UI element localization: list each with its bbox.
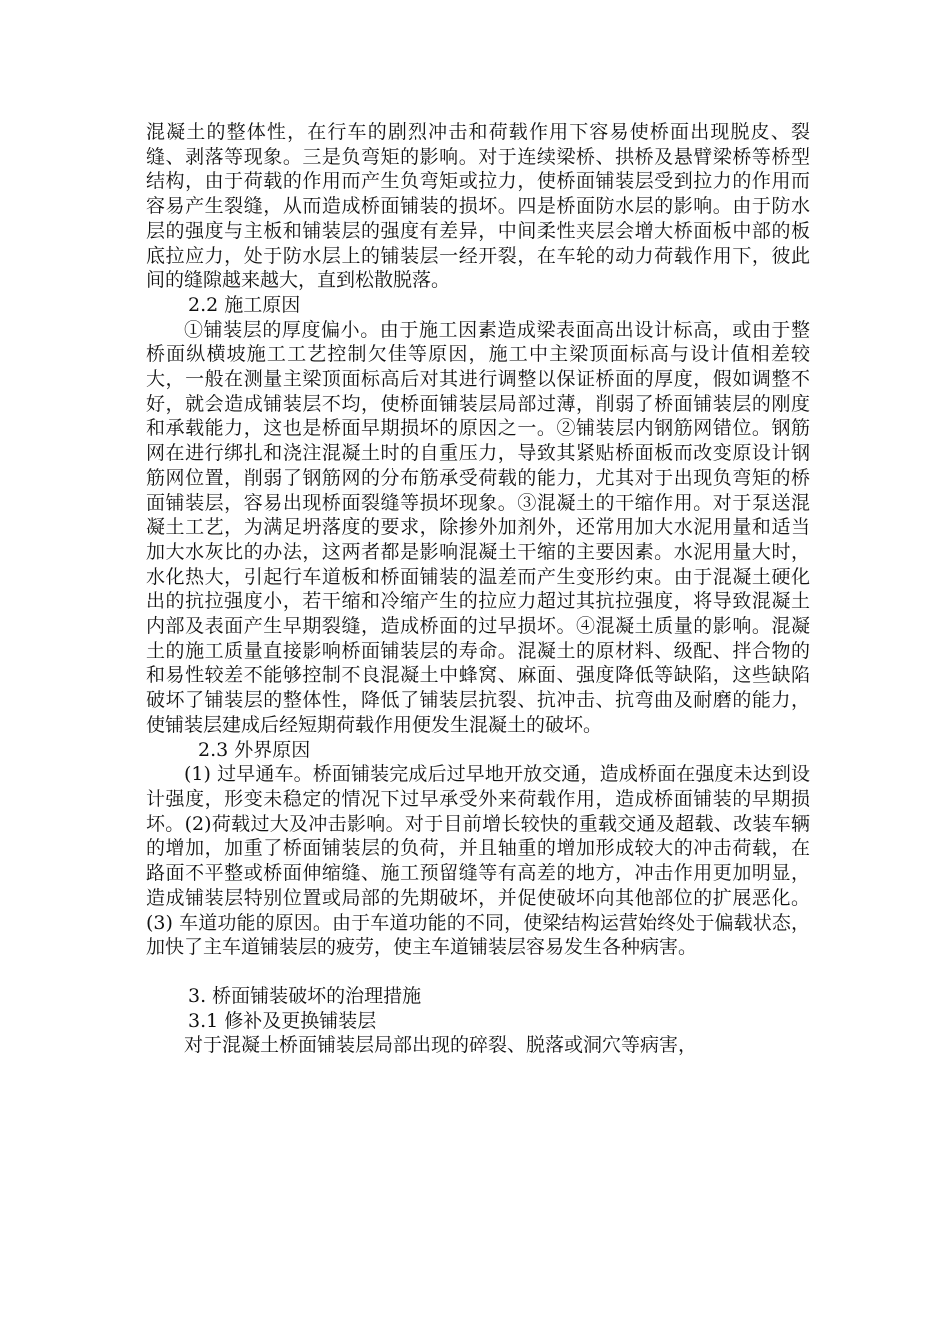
heading-2-2-construction-causes: 2.2 施工原因 xyxy=(188,293,301,316)
paragraph-causes-continued: 混凝土的整体性，在行车的剧烈冲击和荷载作用下容易使桥面出现脱皮、裂缝、剥落等现象。三是负弯矩的影响。对于连续梁桥、拱桥及悬臂梁桥等桥型结构，由于荷载的作用而产生负弯矩或拉力，使桥面铺装层受到拉力的作用而容易产生裂缝，从而造成桥面铺装的损坏。四是桥面防水层的影响。由于防水层的强度与主板和铺装层的强度有差异，中间柔性夹层会增大桥面板中部的板底拉应力，处于防水层上的铺装层一经开裂，在车轮的动力荷载作用下，彼此间的缝隙越来越大，直到松散脱落。 xyxy=(146,121,810,292)
paragraph-external-causes: (1) 过早通车。桥面铺装完成后过早地开放交通，造成桥面在强度未达到设计强度，形变未稳定的情况下过早承受外来荷载作用，造成桥面铺装的早期损坏。(2)荷载过大及冲击影响。对于目前增长较快的重载交通及超载、改装车辆的增加，加重了桥面铺装层的负荷，并且轴重的增加形成较大的冲击荷载，在路面不平整或桥面伸缩缝、施工预留缝等有高差的地方，冲击作用更加明显，造成铺装层特别位置或局部的先期破坏，并促使破坏向其他部位的扩展恶化。(3) 车道功能的原因。由于车道功能的不同，使梁结构运营始终处于偏载状态，加快了主车道铺装层的疲劳，使主车道铺装层容易发生各种病害。 xyxy=(146,763,810,959)
heading-3-treatment-measures: 3. 桥面铺装破坏的治理措施 xyxy=(188,984,422,1007)
heading-2-3-external-causes: 2.3 外界原因 xyxy=(198,738,311,761)
document-page xyxy=(146,120,810,1058)
section-gap xyxy=(146,960,810,984)
paragraph-construction-causes: ①铺装层的厚度偏小。由于施工因素造成梁表面高出设计标高，或由于整桥面纵横坡施工工艺控制欠佳等原因，施工中主梁顶面标高与设计值相差较大，一般在测量主梁顶面标高后对其进行调整以保证桥面的厚度，假如调整不好，就会造成铺装层不均，使桥面铺装层局部过薄，削弱了桥面铺装层的刚度和承载能力，这也是桥面早期损坏的原因之一。②铺装层内钢筋网错位。钢筋网在进行绑扎和浇注混凝土时的自重压力，导致其紧贴桥面板而改变原设计钢筋网位置，削弱了钢筋网的分布筋承受荷载的能力，尤其对于出现负弯矩的桥面铺装层，容易出现桥面裂缝等损坏现象。③混凝土的干缩作用。对于泵送混凝土工艺，为满足坍落度的要求，除掺外加剂外，还常用加大水泥用量和适当加大水灰比的办法，这两者都是影响混凝土干缩的主要因素。水泥用量大时，水化热大，引起行车道板和桥面铺装的温差而产生变形约束。由于混凝土硬化出的抗拉强度小，若干缩和冷缩产生的拉应力超过其抗拉强度，将导致混凝土内部及表面产生早期裂缝，造成桥面的过早损坏。④混凝土质量的影响。混凝土的施工质量直接影响桥面铺装层的寿命。混凝土的原材料、级配、拌合物的和易性较差不能够控制不良混凝土中蜂窝、麻面、强度降低等缺陷，这些缺陷破坏了铺装层的整体性，降低了铺装层抗裂、抗冲击、抗弯曲及耐磨的能力，使铺装层建成后经短期荷载作用便发生混凝土的破坏。 xyxy=(146,318,810,736)
heading-3-1-repair-replace: 3.1 修补及更换铺装层 xyxy=(188,1009,377,1032)
paragraph-repair-replace: 对于混凝土桥面铺装层局部出现的碎裂、脱落或洞穴等病害， xyxy=(184,1034,698,1057)
